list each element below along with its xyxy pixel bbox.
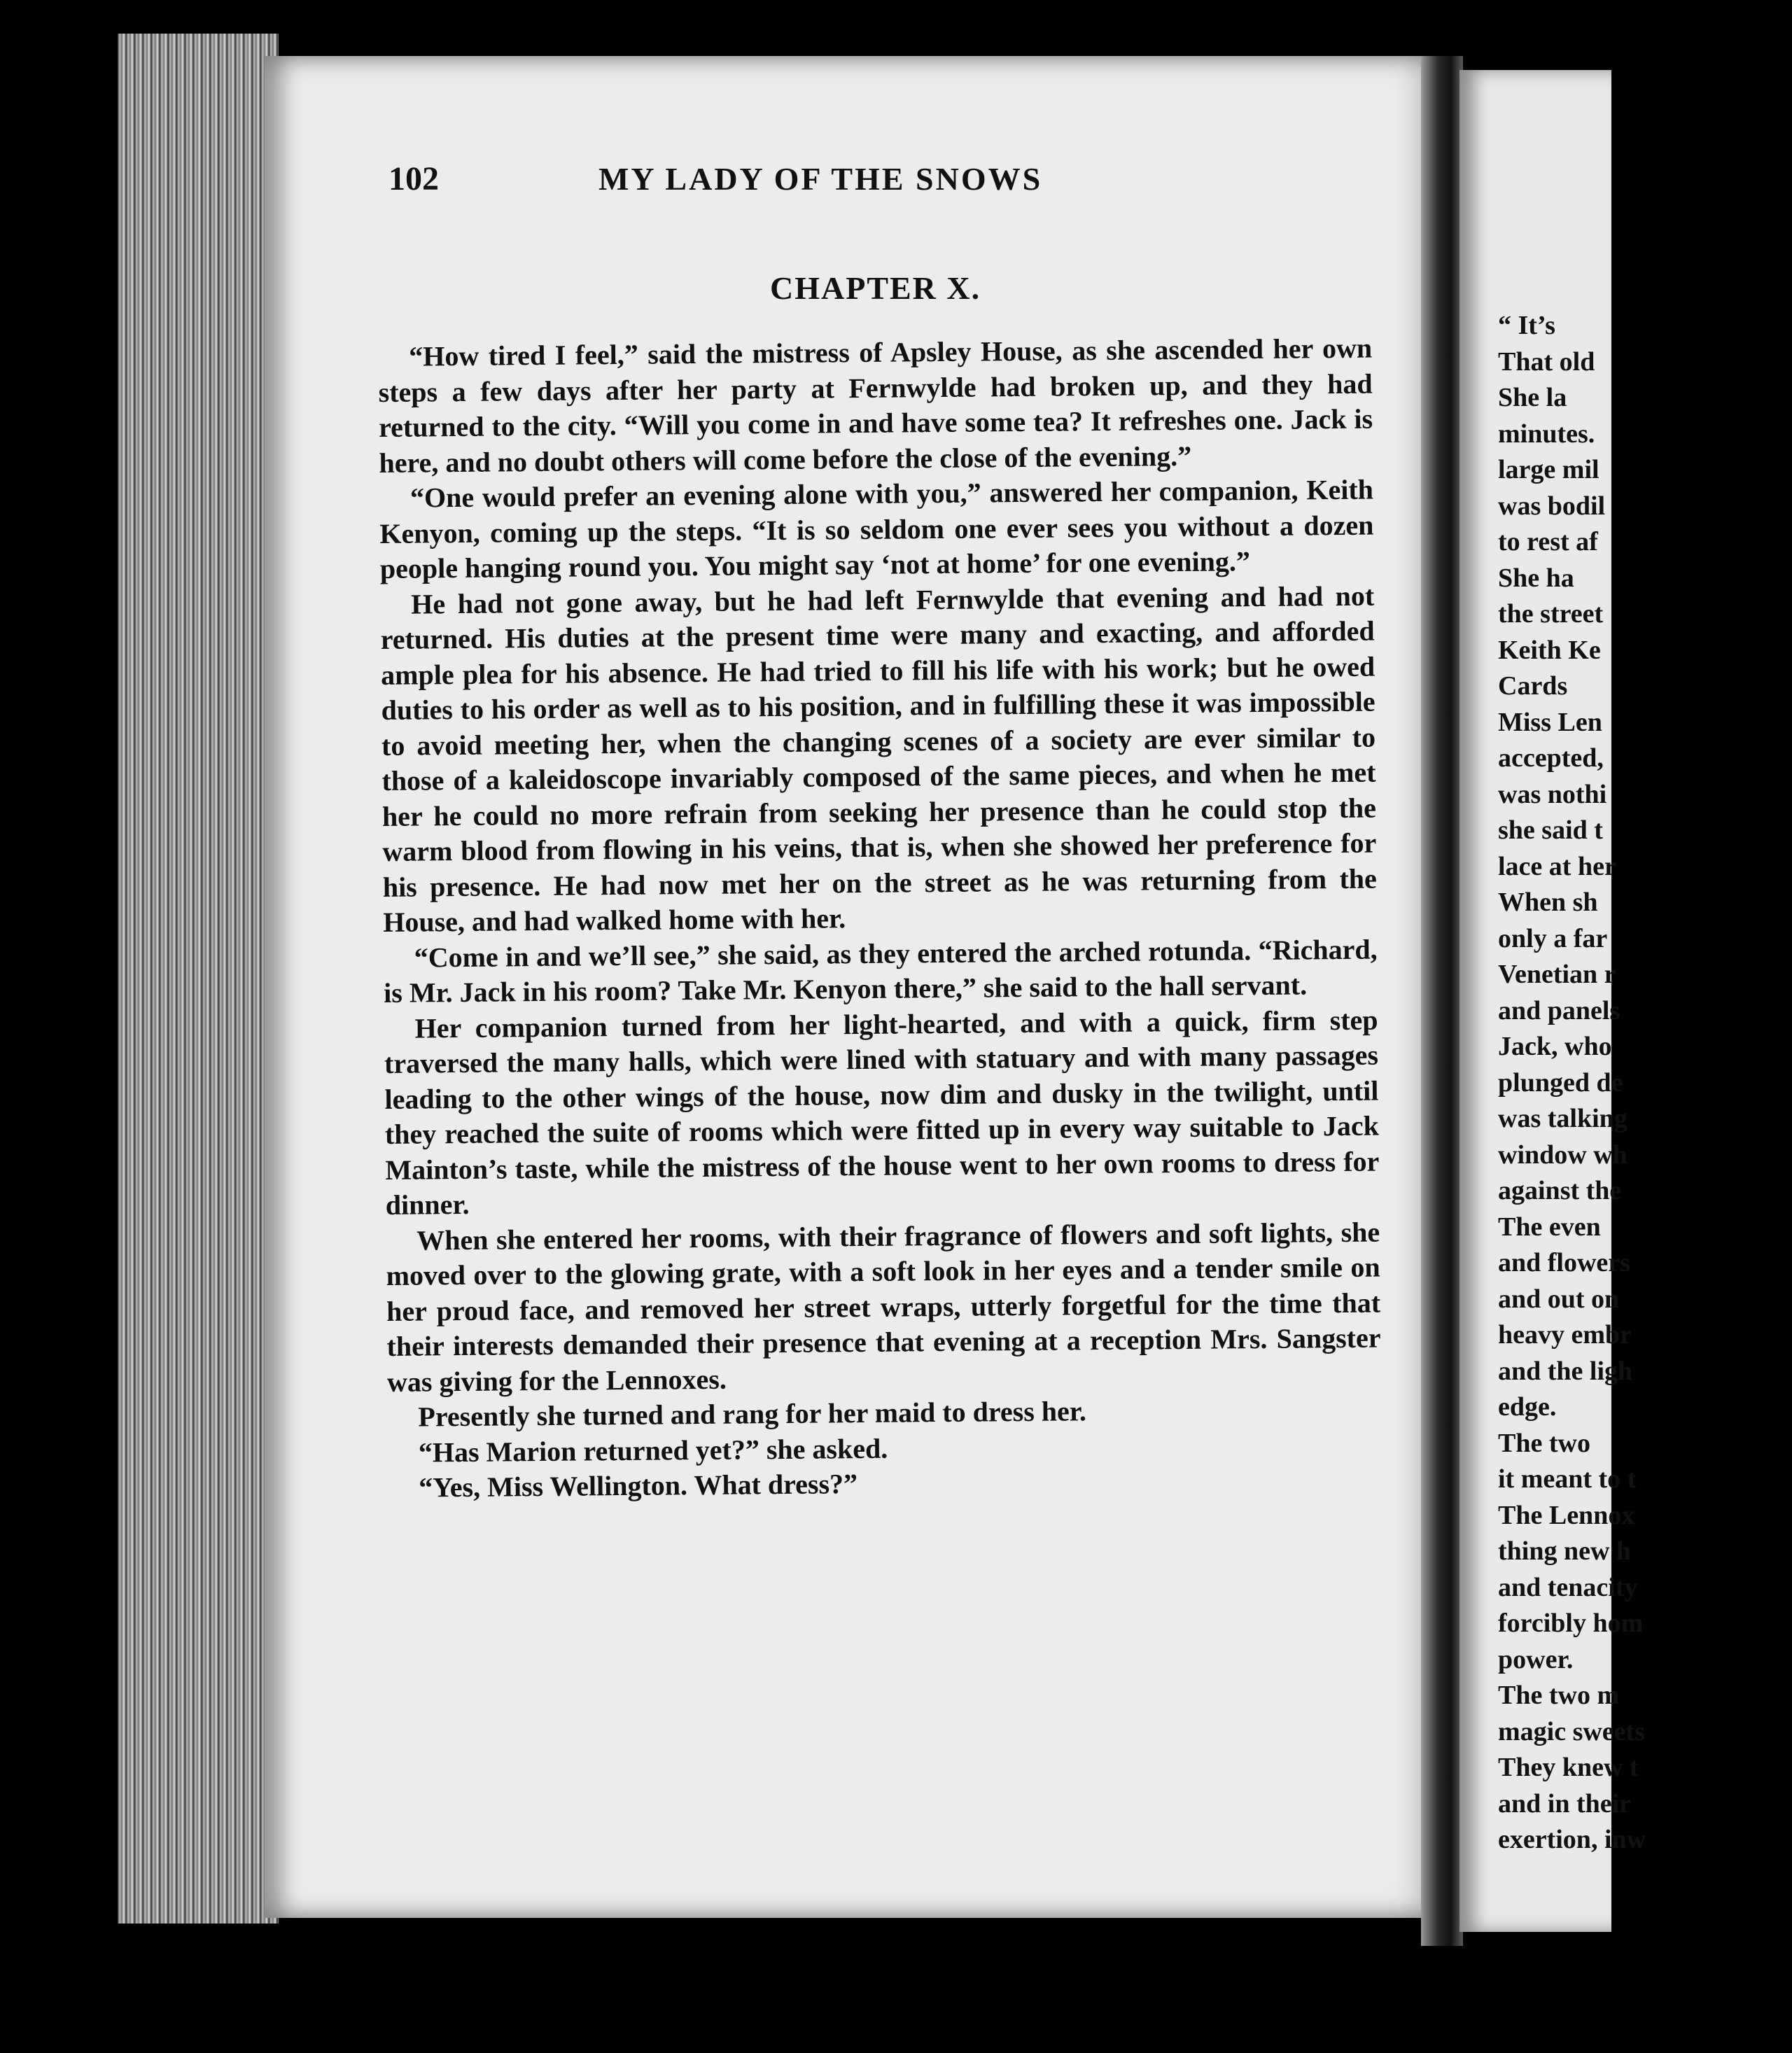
right-page-line: plunged de — [1498, 1067, 1623, 1098]
paragraph: “Has Marion returned yet?” she asked. — [418, 1432, 888, 1469]
right-page-line: window wh — [1498, 1140, 1628, 1170]
right-page-line: was talking — [1498, 1104, 1628, 1133]
paragraph: “Yes, Miss Wellington. What dress?” — [419, 1468, 858, 1504]
right-page-line: it meant to t — [1498, 1464, 1637, 1494]
right-page-line: Miss Len — [1498, 707, 1602, 737]
right-page-line: and out on — [1498, 1284, 1620, 1314]
right-page-line: Jack, who — [1498, 1032, 1612, 1061]
right-page-line: Cards — [1498, 671, 1568, 701]
paragraph: “Come in and we’ll see,” she said, as they entered the arched rotunda. “Richard, is Mr. Jack in his room? Take Mr. Kenyon there,” she said to the hall servant. — [383, 933, 1378, 1009]
book-gutter — [1421, 56, 1463, 1946]
chapter-title: CHAPTER X. — [770, 270, 981, 306]
right-page-line: accepted, — [1498, 743, 1604, 773]
right-page-line: She la — [1498, 383, 1567, 412]
right-page-line: only a far — [1498, 923, 1608, 953]
right-page-line: The even — [1498, 1212, 1601, 1242]
right-page-line: and the ligh — [1498, 1356, 1633, 1386]
right-page-line: against the — [1498, 1176, 1622, 1205]
page-number: 102 — [388, 160, 439, 197]
right-page-line: and flowers — [1498, 1248, 1630, 1277]
right-page-line: was bodil — [1498, 491, 1606, 521]
paragraph: “How tired I feel,” said the mistress of Apsley House, as she ascended her own steps a few days after her party at Fernwylde had broken up, and they had returned to the city. “Will you come in and have some tea? It refreshes one. Jack is here, and no doubt others will come before the close of the evening.” — [378, 332, 1373, 479]
right-page-line: exertion, inw — [1498, 1825, 1646, 1854]
right-page-line: The two — [1498, 1428, 1590, 1458]
right-page-line: Keith Ke — [1498, 635, 1601, 665]
paragraph: Her companion turned from her light-hearted, and with a quick, firm step traversed the many halls, which were lined with statuary and with many passages leading to the other wings of the house, now dim and dusky in the twilight, until they reached the suite of rooms which were fitted up in every way suitable to Jack Mainton’s taste, while the mistress of the house went to her own rooms to dress for dinner. — [384, 1004, 1380, 1221]
right-page-line: large mil — [1498, 455, 1600, 484]
body-text — [378, 331, 1382, 1506]
right-page-line: magic sweets — [1498, 1716, 1645, 1746]
right-page-line: she said t — [1498, 815, 1603, 845]
paragraph: “One would prefer an evening alone with you,” answered her companion, Keith Kenyon, coming up the steps. “It is so seldom one ever sees you without a dozen people hanging round you. You might say ‘not at home’ for one evening.” — [379, 473, 1374, 584]
running-head — [388, 160, 1180, 198]
right-page-line: Venetian r — [1498, 960, 1616, 989]
right-page-line: edge. — [1498, 1392, 1557, 1422]
right-page-text — [1498, 308, 1792, 1858]
right-page-line: the street — [1498, 599, 1604, 629]
right-page-line: lace at her — [1498, 851, 1616, 881]
paragraph: He had not gone away, but he had left Fernwylde that evening and had not returned. His duties at the present time were many and exacting, and afforded ample plea for his absence. He had tried to fill his life with his work; but he owed duties to his order as well as to his position, and in fulfilling these it was impossible to avoid meeting her, when the changing scenes of a society are ever similar to those of a kaleidoscope invariably composed of the same pieces, and when he met her he could no more refrain from seeking her presence than he could stop the warm blood from flowing in his veins, that is, when she showed her preference for his presence. He had now met her on the street as he was returning from the House, and had walked home with her. — [380, 580, 1377, 938]
right-page-line: That old — [1498, 346, 1595, 377]
right-page-line: The Lennox — [1498, 1500, 1635, 1530]
right-page-line: and panels — [1498, 995, 1620, 1025]
right-page-line: and tenacity — [1498, 1572, 1638, 1602]
right-page-line: She ha — [1498, 563, 1574, 593]
paragraph: Presently she turned and rang for her maid to dress her. — [418, 1395, 1087, 1433]
book-page-edges — [118, 34, 279, 1924]
right-page-line: to rest af — [1498, 527, 1598, 556]
right-page-line: “ It’s — [1498, 311, 1555, 340]
right-page-line: minutes. — [1498, 419, 1595, 449]
right-page-line: They knew t — [1498, 1753, 1639, 1782]
right-page-line: When sh — [1498, 888, 1598, 917]
paragraph: When she entered her rooms, with their fragrance of flowers and soft lights, she moved over to the glowing grate, with a soft look in her eyes and a tender smile on her proud face, and removed her street wraps, utterly forgetful for the time that their interests demanded their presence that evening at a reception Mrs. Sangster was giving for the Lennoxes. — [386, 1216, 1381, 1398]
right-page-line: forcibly hom — [1498, 1609, 1644, 1638]
right-page-line: was nothi — [1498, 779, 1607, 809]
right-page — [1460, 70, 1646, 1932]
right-page-line: The two m — [1498, 1681, 1620, 1710]
right-page-line: power. — [1498, 1644, 1574, 1674]
running-title: MY LADY OF THE SNOWS — [598, 161, 1043, 197]
right-page-line: thing new h — [1498, 1536, 1632, 1566]
right-page-line: and in their — [1498, 1788, 1632, 1819]
right-page-line: heavy embr — [1498, 1320, 1632, 1350]
